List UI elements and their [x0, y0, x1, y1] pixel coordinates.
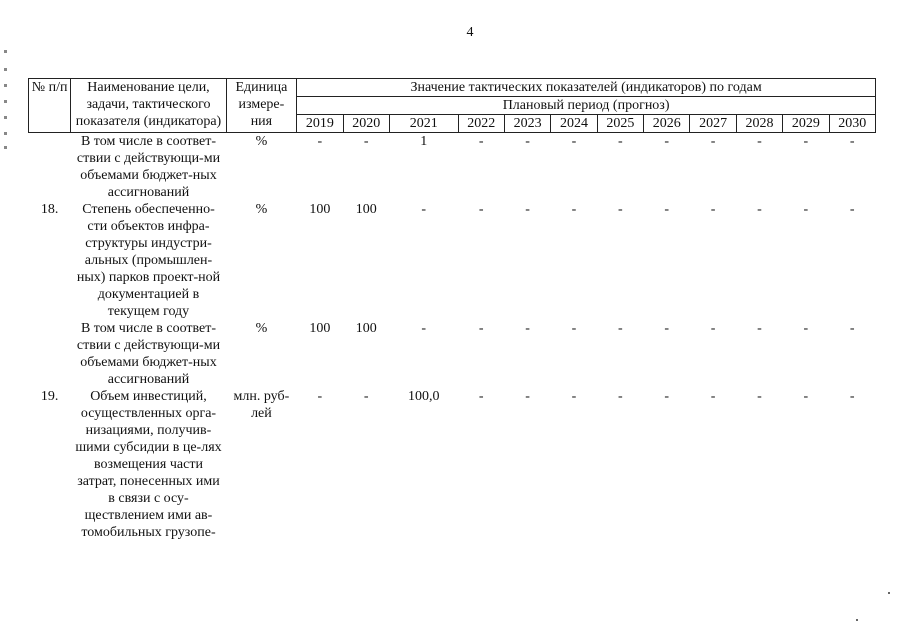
- table-row: [29, 201, 876, 320]
- row-value: -: [478, 389, 484, 404]
- header-values-group: Значение тактических показателей (индикаторов) по годам: [297, 79, 876, 97]
- header-year: 2027: [690, 115, 736, 133]
- row-value: -: [525, 389, 530, 404]
- header-num: № п/п: [29, 79, 71, 133]
- row-value: -: [849, 321, 855, 336]
- table-row: [29, 388, 876, 541]
- row-value: -: [571, 389, 577, 404]
- row-value: 100: [355, 202, 377, 217]
- row-value: -: [571, 202, 577, 217]
- header-year: 2023: [504, 115, 550, 133]
- row-value: -: [803, 389, 809, 404]
- header-year: 2026: [644, 115, 690, 133]
- table-row: [29, 320, 876, 388]
- scan-speck: [856, 619, 858, 621]
- row-value: -: [525, 202, 530, 217]
- row-value: 100,0: [407, 389, 440, 404]
- header-plan-period: Плановый период (прогноз): [297, 97, 876, 115]
- row-value: 1: [420, 134, 428, 149]
- header-year: 2030: [829, 115, 875, 133]
- row-value: -: [363, 389, 369, 404]
- row-num: 18.: [40, 202, 59, 217]
- header-year: 2029: [783, 115, 829, 133]
- row-name: Степень обеспеченно-сти объектов инфра-структуры индустри-альных (промышлен-ных) парков проект-ной документацией в текущем году: [76, 202, 221, 319]
- header-year: 2021: [389, 115, 458, 133]
- row-value: -: [757, 389, 762, 404]
- row-value: -: [571, 321, 577, 336]
- row-value: -: [803, 202, 809, 217]
- table-body: [29, 133, 876, 542]
- row-unit: %: [255, 202, 268, 217]
- row-value: -: [710, 134, 716, 149]
- indicators-table: [28, 78, 876, 541]
- header-year: 2020: [343, 115, 389, 133]
- row-value: -: [317, 389, 323, 404]
- header-unit: Единица измере-ния: [226, 79, 297, 133]
- row-name: В том числе в соответ-ствии с действующи-ми объемами бюджет-ных ассигнований: [76, 134, 221, 200]
- page-number: 4: [466, 25, 474, 40]
- header-year: 2025: [597, 115, 643, 133]
- row-value: -: [363, 134, 369, 149]
- header-name: Наименование цели, задачи, тактического показателя (индикатора): [71, 79, 226, 133]
- row-name: В том числе в соответ-ствии с действующи-ми объемами бюджет-ных ассигнований: [76, 321, 221, 387]
- row-value: -: [664, 202, 670, 217]
- row-value: -: [317, 134, 323, 149]
- row-value: -: [757, 321, 762, 336]
- header-year: 2024: [551, 115, 597, 133]
- table-row: [29, 133, 876, 202]
- row-value: -: [757, 202, 762, 217]
- table-header: [29, 79, 876, 133]
- row-value: 100: [355, 321, 377, 336]
- row-value: -: [803, 134, 809, 149]
- row-value: -: [421, 321, 427, 336]
- row-name: Объем инвестиций, осуществленных орга-низациями, получив-шими субсидии в це-лях возмещения части затрат, понесенных ими в связи с осу-ществлением ими ав-томобильных грузопе-: [75, 389, 222, 540]
- row-value: -: [803, 321, 809, 336]
- row-value: -: [710, 321, 716, 336]
- row-num: [29, 320, 71, 388]
- row-value: -: [757, 134, 762, 149]
- row-unit: млн. руб-лей: [233, 389, 290, 421]
- row-value: 100: [309, 202, 331, 217]
- row-value: -: [664, 134, 670, 149]
- row-value: -: [525, 321, 530, 336]
- row-value: -: [664, 389, 670, 404]
- row-value: -: [710, 202, 716, 217]
- row-value: -: [617, 321, 623, 336]
- row-value: -: [849, 202, 855, 217]
- header-year: 2028: [736, 115, 782, 133]
- row-value: -: [421, 202, 427, 217]
- row-value: -: [617, 389, 623, 404]
- header-year: 2022: [458, 115, 504, 133]
- row-unit: %: [255, 134, 268, 149]
- row-value: -: [849, 389, 855, 404]
- row-num: 19.: [40, 389, 59, 404]
- row-unit: %: [255, 321, 268, 336]
- row-value: -: [571, 134, 577, 149]
- row-value: -: [478, 202, 484, 217]
- row-value: -: [617, 202, 623, 217]
- row-value: 100: [309, 321, 331, 336]
- row-value: -: [525, 134, 530, 149]
- row-value: -: [664, 321, 670, 336]
- header-year: 2019: [297, 115, 343, 133]
- row-num: [29, 133, 71, 202]
- row-value: -: [849, 134, 855, 149]
- row-value: -: [617, 134, 623, 149]
- row-value: -: [710, 389, 716, 404]
- scan-speck: [888, 592, 890, 594]
- scan-margin-marks: [4, 40, 14, 160]
- row-value: -: [478, 321, 484, 336]
- row-value: -: [478, 134, 484, 149]
